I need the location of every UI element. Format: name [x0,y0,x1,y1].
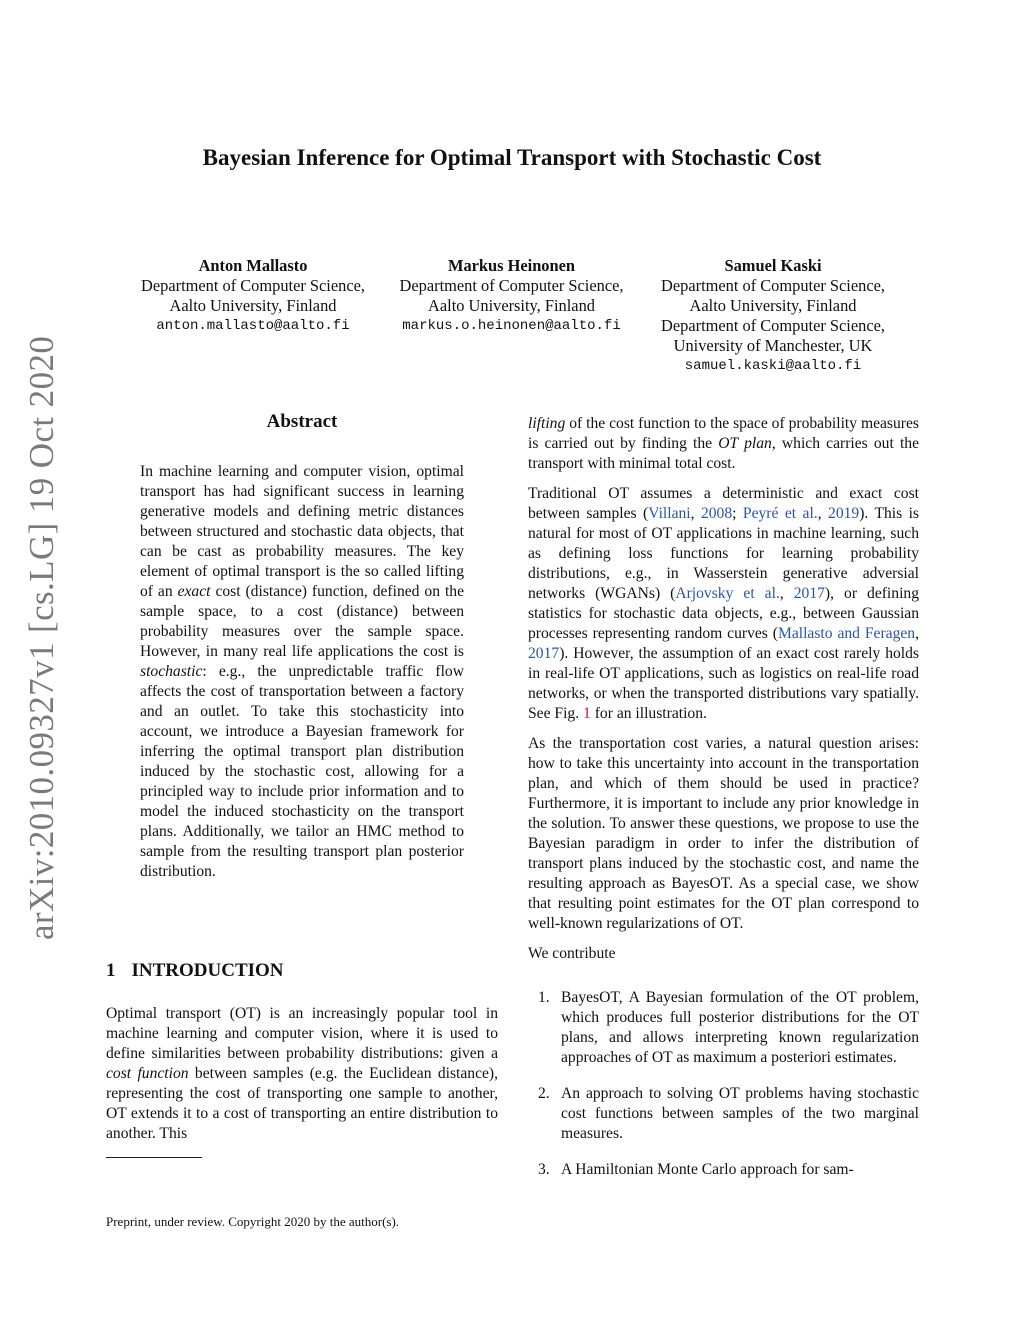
author-email: samuel.kaski@aalto.fi [684,358,862,374]
author-name: Anton Mallasto [198,256,308,275]
author-email: markus.o.heinonen@aalto.fi [402,318,621,334]
contribution-list [528,988,919,1180]
citation-link[interactable]: Arjovsky et al. [675,585,780,602]
author-block [642,256,904,376]
list-item-number: 2. [538,1085,550,1102]
citation-link[interactable]: 2017 [793,585,825,602]
author-affiliation: Aalto University, Finland [428,296,595,315]
citation-link[interactable]: 2017 [528,645,560,662]
abstract-body [140,462,464,892]
citation-link[interactable]: 2019 [828,505,860,522]
footnote: Preprint, under review. Copyright 2020 by the author(s). [106,1214,400,1229]
author-name: Samuel Kaski [724,256,822,275]
section-heading [106,960,284,982]
author-affiliation: Aalto University, Finland [689,296,857,315]
citation-link[interactable]: Peyré et al. [742,505,818,522]
right-column [528,414,919,1196]
author-affiliation: Aalto University, Finland [169,296,337,315]
figure-reference-link[interactable]: 1 [583,705,591,722]
author-affiliation: Department of Computer Science, [399,276,624,295]
paragraph-lifting: lifting of the cost function to the space of probability measures is carried out by finding the OT plan, which carries out the transport with minimal total cost. [528,415,920,472]
list-item [528,1160,919,1180]
list-item-number: 3. [538,1161,550,1178]
footnote-rule [106,1157,202,1158]
list-item [528,1084,919,1144]
paper-title: Bayesian Inference for Optimal Transport with Stochastic Cost [202,145,822,170]
list-item-text: BayesOT, A Bayesian formulation of the OT problem, which produces full posterior distributions for the OT plans, and allows interpreting known regularization approaches of OT as maximum a posteriori estimates. [561,989,919,1066]
citation-link[interactable]: 2008 [700,505,733,522]
paragraph-uncertainty: As the transportation cost varies, a natural question arises: how to take this uncertainty into account in the transportation plan, and which of them should be used in practice? Furthermore, it is important to include any prior knowledge in the solution. To answer these questions, we propose to use the Bayesian paradigm in order to infer the distribution of transport plans induced by the stochastic cost, and name the resulting approach as BayesOT. As a special case, we show that resulting point estimates for the OT plan correspond to well-known regularizations of OT. [528,735,919,932]
list-item-number: 1. [538,989,550,1006]
section-number: 1 [106,960,116,981]
citation-link[interactable]: Mallasto and Feragen [777,625,916,642]
intro-paragraph: Optimal transport (OT) is an increasingly popular tool in machine learning and computer vision, where it is used to define similarities between probability distributions: given a cost function between samples (e.g. the Euclidean distance), representing the cost of transporting one sample to another, OT extends it to a cost of transporting an entire distribution to another. This [106,1005,499,1142]
list-item [528,988,919,1068]
list-item-text: An approach to solving OT problems having stochastic cost functions between samples of the two marginal measures. [561,1085,919,1142]
author-name: Markus Heinonen [447,256,576,275]
abstract-heading: Abstract [266,411,338,432]
arxiv-identifier: arXiv:2010.09327v1 [cs.LG] 19 Oct 2020 [22,335,61,940]
citation-link[interactable]: Villani [648,505,691,522]
author-affiliation: Department of Computer Science, [661,316,885,335]
author-email: anton.mallasto@aalto.fi [156,318,350,334]
section-title: INTRODUCTION [131,960,284,981]
author-block [122,256,384,336]
paragraph-traditional-ot: Traditional OT assumes a deterministic and exact cost between samples (Villani, 2008; Peyré et al., 2019). This is natural for most of OT applications in machine learning, such as defining loss functions for learning probability distributions, e.g., in Wasserstein generative adversial networks (WGANs) (Arjovsky et al., 2017), or defining statistics for stochastic data objects, e.g., between Gaussian processes representing random curves (Mallasto and Feragen, 2017). However, the assumption of an exact cost rarely holds in real-life OT applications, such as logistics on real-life road networks, or when the transported distributions vary spatially. See Fig. 1 for an illustration. [528,485,919,722]
author-affiliation: Department of Computer Science, [661,276,885,295]
author-affiliation: University of Manchester, UK [673,336,873,355]
author-affiliation: Department of Computer Science, [141,276,365,295]
paragraph-contribute: We contribute [528,945,616,962]
author-block [385,256,638,336]
intro-left-column [106,1004,498,1154]
list-item-text: A Hamiltonian Monte Carlo approach for sam- [561,1161,854,1178]
abstract-paragraph: In machine learning and computer vision, optimal transport has had significant success in learning generative models and defining metric distances between structured and stochastic data objects, that can be cast as probability measures. The key element of optimal transport is the so called lifting of an exact cost (distance) function, defined on the sample space, to a cost (distance) between probability measures over the sample space. However, in many real life applications the cost is stochastic: e.g., the unpredictable traffic flow affects the cost of transportation between a factory and an outlet. To take this stochasticity into account, we introduce a Bayesian framework for inferring the optimal transport plan distribution induced by the stochastic cost, allowing for a principled way to include prior information and to model the induced stochasticity on the transport plans. Additionally, we tailor an HMC method to sample from the resulting transport plan posterior distribution. [140,463,464,880]
